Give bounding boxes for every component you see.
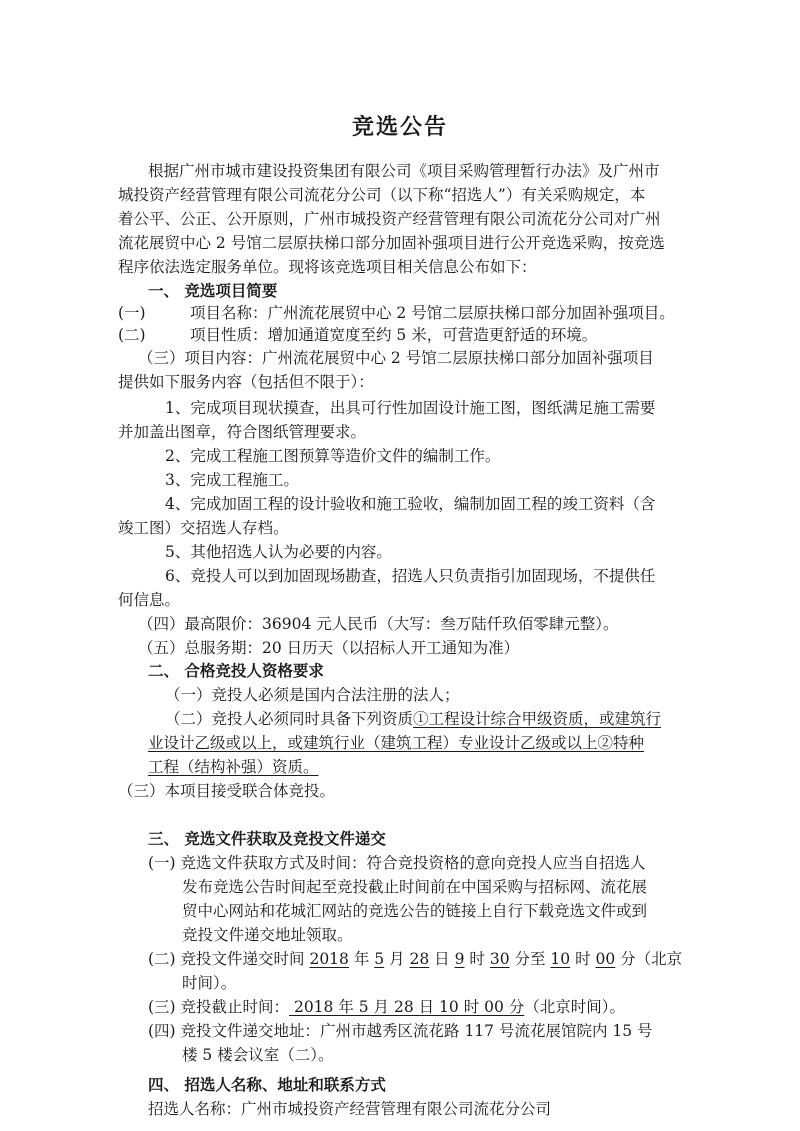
s3-submit-timezone: 分（北京 bbox=[615, 950, 683, 968]
s3-submit-hour-unit: 时 bbox=[464, 950, 490, 968]
s3-item1-line4: 竞投文件递交地址领取。 bbox=[182, 926, 353, 944]
page-title: 竞选公告 bbox=[351, 114, 448, 140]
section-2-heading: 二、 合格竞投人资格要求 bbox=[148, 661, 324, 680]
s2-item2-prefix: （二）竞投人必须同时具备下列资质 bbox=[165, 710, 414, 728]
s3-item4-line2: 楼 5 楼会议室（二）。 bbox=[182, 1046, 334, 1064]
s3-submit-day-unit: 日 bbox=[429, 950, 455, 968]
s2-item2-line1 bbox=[165, 708, 661, 730]
s3-submit-end-hour: 10 bbox=[550, 950, 571, 968]
section-3-heading: 三、 竞选文件获取及竞投文件递交 bbox=[148, 829, 386, 848]
s3-item3 bbox=[148, 996, 625, 1018]
s1-item1-number: (一) bbox=[118, 304, 146, 322]
s2-item3: （三）本项目接受联合体竞投。 bbox=[118, 782, 336, 800]
s3-deadline-timezone: （北京时间）。 bbox=[524, 998, 626, 1016]
s1-item2-text: 项目性质：增加通道宽度至约 5 米，可营造更舒适的环境。 bbox=[190, 326, 598, 344]
s3-submit-hour: 9 bbox=[454, 950, 465, 968]
s1-item1-text: 项目名称：广州流花展贸中心 2 号馆二层原扶梯口部分加固补强项目。 bbox=[190, 304, 675, 322]
s3-item2-line2: 时间）。 bbox=[182, 974, 237, 992]
s4-recruiter-name: 招选人名称：广州市城投资产经营管理有限公司流花分公司 bbox=[148, 1100, 552, 1118]
s1-point4-line2: 竣工图）交招选人存档。 bbox=[118, 519, 289, 537]
intro-line-5: 程序依法选定服务单位。现将该竞选项目相关信息公布如下： bbox=[118, 258, 537, 276]
s2-item1: （一）竞投人必须是国内合法注册的法人； bbox=[165, 686, 460, 704]
s3-submit-end-hour-unit: 时 bbox=[570, 950, 596, 968]
s1-point6-line1: 6、竞投人可以到加固现场勘查，招选人只负责指引加固现场，不提供任 bbox=[165, 567, 656, 585]
s1-point1-line1: 1、完成项目现状摸查，出具可行性加固设计施工图，图纸满足施工需要 bbox=[165, 399, 656, 417]
s3-submit-to: 分至 bbox=[509, 950, 551, 968]
s2-item2-qualification: ①工程设计综合甲级资质，或建筑行 bbox=[413, 710, 662, 728]
s3-submit-minute: 30 bbox=[489, 950, 510, 968]
s1-item5: （五）总服务期：20 日历天（以招标人开工通知为准） bbox=[138, 639, 520, 657]
section-1-heading: 一、 竞选项目简要 bbox=[148, 281, 278, 300]
s1-point2: 2、完成工程施工图预算等造价文件的编制工作。 bbox=[165, 447, 501, 465]
intro-line-4: 流花展贸中心 2 号馆二层原扶梯口部分加固补强项目进行公开竞选采购，按竞选 bbox=[118, 234, 665, 252]
s1-item3-line2: 提供如下服务内容（包括但不限于）： bbox=[118, 373, 374, 391]
s1-point3: 3、完成工程施工。 bbox=[165, 471, 299, 489]
s3-submit-month-unit: 月 bbox=[384, 950, 410, 968]
intro-line-2: 城投资产经营管理有限公司流花分公司（以下称“招选人”）有关采购规定，本 bbox=[118, 186, 646, 204]
s2-item2-line2: 业设计乙级或以上，或建筑行业（建筑工程）专业设计乙级或以上②特种 bbox=[148, 734, 645, 752]
s3-submit-year-unit: 年 bbox=[348, 950, 375, 968]
s1-point6-line2: 何信息。 bbox=[118, 591, 181, 609]
s1-item2-number: (二) bbox=[118, 326, 146, 344]
s1-item3-line1: （三）项目内容：广州流花展贸中心 2 号馆二层原扶梯口部分加固补强项目 bbox=[138, 349, 654, 367]
s3-item1-line2: 发布竞选公告时间起至竞投截止时间前在中国采购与招标网、流花展 bbox=[182, 878, 648, 896]
s3-item1-line1: (一) 竞选文件获取方式及时间：符合竞投资格的意向竞投人应当自招选人 bbox=[148, 854, 646, 872]
s3-item4-line1: (四) 竞投文件递交地址：广州市越秀区流花路 117 号流花展馆院内 15 号 bbox=[148, 1022, 653, 1040]
s3-deadline-date: 2018 年 5 月 28 日 10 时 00 分 bbox=[289, 998, 525, 1016]
s3-item3-label: (三) 竞投截止时间： bbox=[148, 998, 290, 1016]
s3-submit-end-minute: 00 bbox=[595, 950, 616, 968]
intro-line-3: 着公平、公正、公开原则，广州市城投资产经营管理有限公司流花分公司对广州 bbox=[118, 210, 661, 228]
s3-item2-line1 bbox=[148, 948, 682, 970]
s3-item2-label: (二) 竞投文件递交时间 bbox=[148, 950, 310, 968]
s3-submit-day: 28 bbox=[409, 950, 430, 968]
s1-point4-line1: 4、完成加固工程的设计验收和施工验收，编制加固工程的竣工资料（含 bbox=[165, 495, 656, 513]
section-4-heading: 四、 招选人名称、地址和联系方式 bbox=[148, 1075, 386, 1094]
s1-point5: 5、其他招选人认为必要的内容。 bbox=[165, 543, 392, 561]
s1-item4: （四）最高限价：36904 元人民币（大写：叁万陆仟玖佰零肆元整）。 bbox=[138, 615, 619, 633]
intro-line-1: 根据广州市城市建设投资集团有限公司《项目采购管理暂行办法》及广州市 bbox=[148, 162, 660, 180]
s1-point1-line2: 并加盖出图章，符合图纸管理要求。 bbox=[118, 423, 367, 441]
s3-item1-line3: 贸中心网站和花城汇网站的竞选公告的链接上自行下载竞选文件或到 bbox=[182, 902, 648, 920]
s2-item2-line3: 工程（结构补强）资质。 bbox=[148, 758, 319, 776]
s3-submit-year: 2018 bbox=[309, 950, 349, 968]
s3-submit-month: 5 bbox=[374, 950, 385, 968]
